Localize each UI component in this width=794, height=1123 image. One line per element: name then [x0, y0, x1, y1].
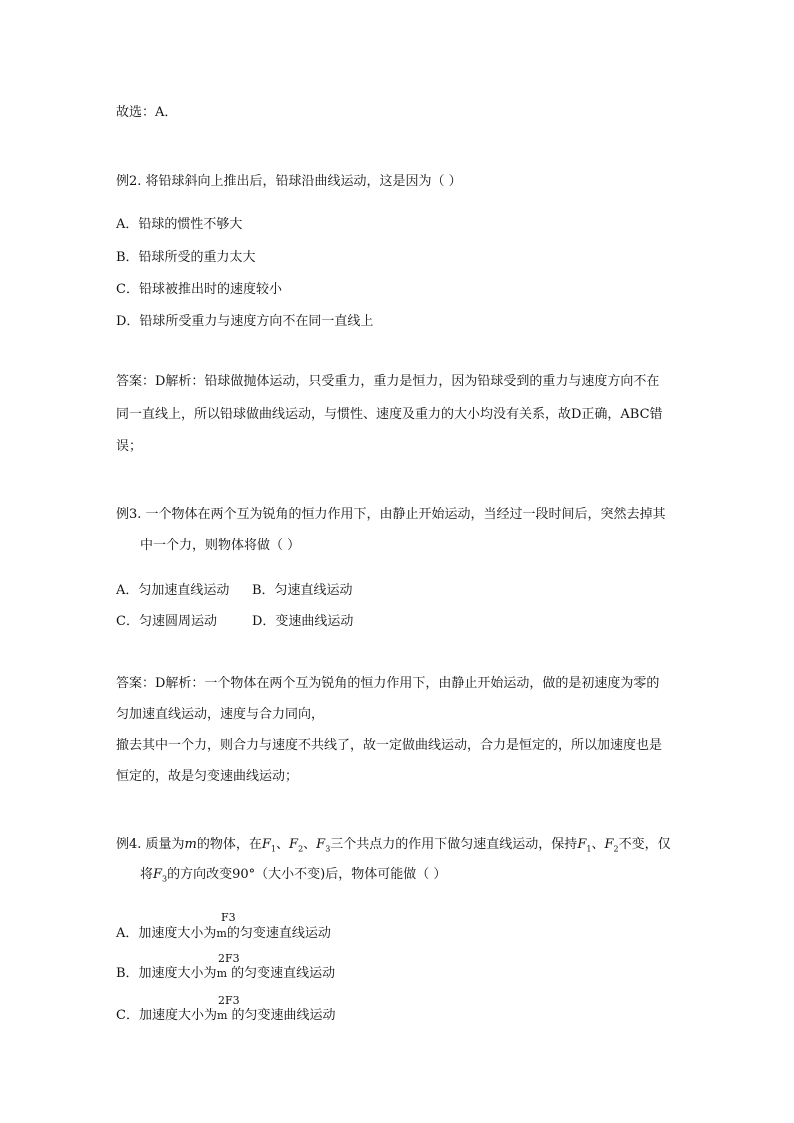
q4-text: 、 [303, 837, 317, 852]
example-4-option-a [116, 925, 331, 943]
force-subscript: 3 [162, 874, 168, 884]
mass-symbol: m [184, 837, 197, 852]
example-2-question: 例2. 将铅球斜向上推出后，铅球沿曲线运动，这是因为（ ） [116, 174, 462, 189]
option-text: 的匀变速曲线运动 [227, 1008, 336, 1023]
option-text: A．加速度大小为 [116, 926, 217, 941]
option-text: 的匀变速直线运动 [227, 966, 336, 981]
example-4-option-b [116, 965, 335, 983]
example-4-option-c-fraction-numerator: 2F3 [218, 994, 240, 1007]
q4-text: 、 [276, 837, 290, 852]
example-4-option-b-fraction-numerator: 2F3 [218, 952, 240, 965]
example-3-answer-line-1: 答案：D解析：一个物体在两个互为锐角的恒力作用下，由静止开始运动，做的是初速度为零的 [116, 676, 660, 691]
example-4-question-line-1 [116, 836, 671, 859]
force-symbol: F [153, 867, 163, 882]
force-symbol: F [604, 837, 614, 852]
q4-text: 的物体，在 [196, 837, 262, 852]
force-subscript: 1 [586, 844, 592, 854]
example-2-answer-line-1: 答案：D解析：铅球做抛体运动，只受重力，重力是恒力，因为铅球受到的重力与速度方向不在 [116, 374, 660, 389]
fraction-denominator: m [216, 927, 227, 940]
example-4-option-c [116, 1007, 336, 1025]
example-2-option-b: B．铅球所受的重力太大 [116, 250, 256, 265]
force-symbol: F [289, 837, 299, 852]
force-symbol: F [261, 837, 271, 852]
example-3-option-c: C．匀速圆周运动 [116, 614, 217, 629]
q4-text: 不变，仅 [618, 837, 671, 852]
q4-text: 三个共点力的作用下做匀速直线运动，保持 [330, 837, 578, 852]
fraction-denominator: m [216, 1009, 228, 1022]
example-2-answer-line-2: 同一直线上，所以铅球做曲线运动，与惯性、速度及重力的大小均没有关系，故D正确，ABC错 [116, 407, 663, 422]
force-subscript: 1 [270, 844, 277, 854]
option-text: 的匀变速直线运动 [226, 926, 331, 941]
example-2-option-a: A．铅球的惯性不够大 [116, 217, 243, 232]
example-3-answer-line-2: 匀加速直线运动，速度与合力同向， [116, 707, 325, 722]
example-3-question-line-2: 中一个力，则物体将做（ ） [140, 538, 301, 553]
option-text: C．加速度大小为 [116, 1008, 217, 1023]
force-symbol: F [577, 837, 587, 852]
force-subscript: 3 [325, 844, 331, 854]
example-3-option-d: D．变速曲线运动 [252, 614, 354, 629]
example-3-question-line-1: 例3. 一个物体在两个互为锐角的恒力作用下，由静止开始运动，当经过一段时间后，突然去掉其 [116, 507, 666, 522]
force-symbol: F [316, 837, 326, 852]
example-2-answer-line-3: 误； [116, 439, 143, 454]
force-subscript: 2 [613, 844, 619, 854]
example-3-answer-line-4: 恒定的，故是匀变速曲线运动； [116, 769, 299, 784]
example-2-option-c: C．铅球被推出时的速度较小 [116, 282, 282, 297]
previous-conclusion: 故选：A． [116, 105, 178, 120]
q4-text: 的方向改变90°（大小不变)后，物体可能做（ ） [167, 867, 447, 882]
example-4-question-line-2 [140, 866, 446, 889]
q4-text: 、 [591, 837, 605, 852]
q4-text: 将 [140, 867, 154, 882]
example-2-option-d: D．铅球所受重力与速度方向不在同一直线上 [116, 314, 374, 329]
example-4-option-a-fraction-numerator: F3 [221, 911, 236, 924]
example-3-answer-line-3: 撤去其中一个力，则合力与速度不共线了，故一定做曲线运动，合力是恒定的，所以加速度也是 [116, 738, 663, 753]
q4-text: 例4. 质量为 [116, 837, 185, 852]
force-subscript: 2 [298, 844, 304, 854]
fraction-denominator: m [216, 967, 227, 980]
option-text: B．加速度大小为 [116, 966, 217, 981]
example-3-option-a: A．匀加速直线运动 [116, 583, 230, 598]
example-3-option-b: B．匀速直线运动 [252, 583, 353, 598]
